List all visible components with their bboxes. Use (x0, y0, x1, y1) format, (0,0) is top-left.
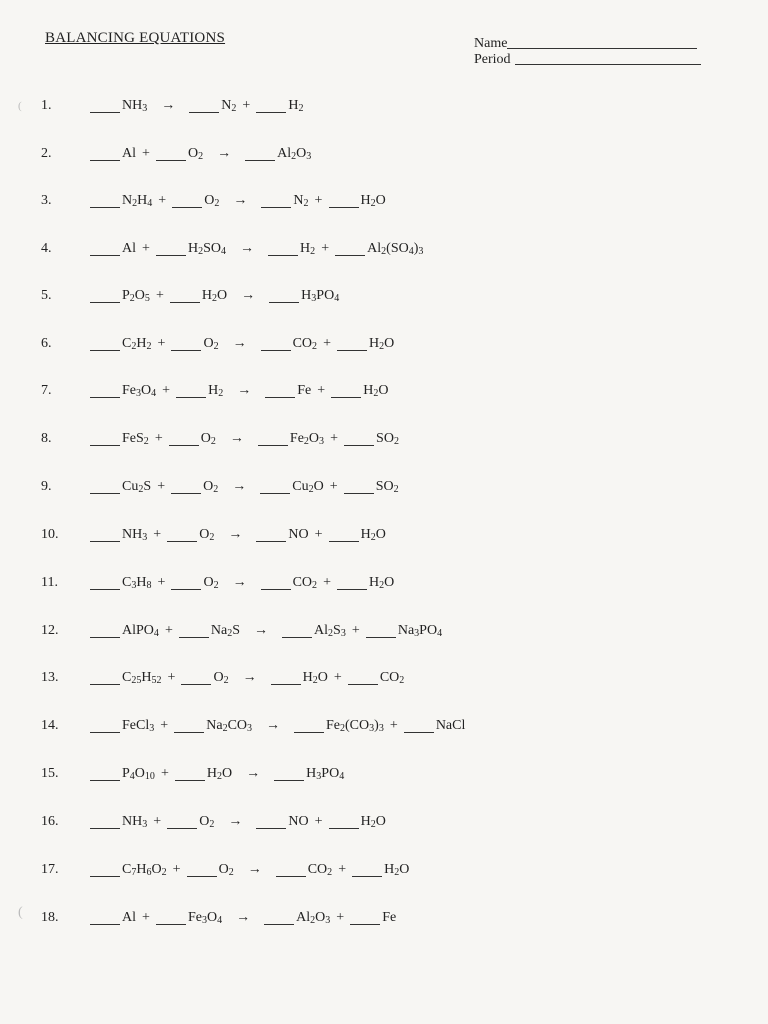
reactant-formula: $Na_2S$ (210, 623, 241, 639)
equation-number: 12. (41, 623, 59, 638)
product-formula: $H_2O$ (369, 575, 395, 591)
coefficient-blank[interactable] (329, 816, 359, 829)
coefficient-blank[interactable] (172, 195, 202, 208)
reaction-arrow: → (161, 98, 176, 113)
coefficient-blank[interactable] (90, 816, 120, 829)
coefficient-blank[interactable] (256, 816, 286, 829)
product-formula: $Fe_2(CO_3)_3$ (326, 718, 384, 734)
product-formula: $H_2O$ (302, 670, 328, 686)
coefficient-blank[interactable] (90, 529, 120, 542)
equation-number: 16. (41, 814, 59, 829)
coefficient-blank[interactable] (282, 625, 312, 638)
coefficient-blank[interactable] (156, 912, 186, 925)
coefficient-blank[interactable] (90, 148, 120, 161)
product-formula: $CO_2$ (379, 670, 405, 686)
coefficient-blank[interactable] (337, 577, 367, 590)
reaction-arrow: → (232, 479, 247, 494)
reactant-formula: $O_2$ (213, 670, 229, 686)
coefficient-blank[interactable] (258, 433, 288, 446)
coefficient-blank[interactable] (269, 290, 299, 303)
reactant-formula: $O_2$ (188, 146, 204, 162)
coefficient-blank[interactable] (90, 577, 120, 590)
name-row (474, 36, 701, 52)
equation-terms (90, 193, 386, 209)
product-formula: $SO_2$ (376, 431, 399, 447)
coefficient-blank[interactable] (329, 529, 359, 542)
plus-sign: + (162, 383, 171, 398)
equation-terms (90, 431, 399, 447)
equation-number: 6. (41, 336, 52, 351)
reactant-formula: $O_2$ (199, 527, 215, 543)
reactant-formula: $P_4O_{10}$ (122, 766, 155, 782)
coefficient-blank[interactable] (171, 481, 201, 494)
reaction-arrow: → (228, 527, 243, 542)
equation-number: 3. (41, 193, 52, 208)
equation-number: 13. (41, 670, 59, 685)
plus-sign: + (154, 431, 163, 446)
coefficient-blank[interactable] (261, 577, 291, 590)
period-label: Period (474, 52, 511, 67)
reactant-formula: $O_2$ (203, 336, 219, 352)
plus-sign: + (314, 527, 323, 542)
coefficient-blank[interactable] (175, 768, 205, 781)
coefficient-blank[interactable] (167, 529, 197, 542)
plus-sign: + (142, 146, 150, 161)
coefficient-blank[interactable] (331, 385, 361, 398)
reaction-arrow: → (241, 288, 256, 303)
coefficient-blank[interactable] (261, 195, 291, 208)
plus-sign: + (160, 718, 169, 733)
coefficient-blank[interactable] (344, 433, 374, 446)
reaction-arrow: → (237, 383, 252, 398)
coefficient-blank[interactable] (352, 864, 382, 877)
worksheet-title: BALANCING EQUATIONS (45, 30, 226, 46)
reactant-formula: $O_2$ (204, 193, 220, 209)
coefficient-blank[interactable] (256, 100, 286, 113)
equation-number: 8. (41, 431, 52, 446)
reactant-formula: FeCl$_3$ (122, 718, 155, 734)
product-formula: $Na_3PO_4$ (397, 623, 443, 639)
coefficient-blank[interactable] (366, 625, 396, 638)
reactant-formula: Al (122, 241, 136, 256)
coefficient-blank[interactable] (276, 864, 306, 877)
equation-number: 4. (41, 241, 52, 256)
plus-sign: + (242, 98, 251, 113)
equation-number: 14. (41, 718, 59, 733)
coefficient-blank[interactable] (335, 243, 365, 256)
plus-sign: + (142, 241, 150, 256)
equation-terms (90, 814, 386, 830)
reaction-arrow: → (266, 718, 281, 733)
coefficient-blank[interactable] (329, 195, 359, 208)
coefficient-blank[interactable] (90, 481, 120, 494)
equation-terms (90, 862, 409, 878)
product-formula: $Al_2O_3$ (296, 910, 331, 926)
reaction-arrow: → (254, 623, 269, 638)
plus-sign: + (330, 431, 338, 446)
coefficient-blank[interactable] (350, 912, 380, 925)
equation-terms (90, 98, 303, 114)
coefficient-blank[interactable] (265, 385, 295, 398)
product-formula: $H_2O$ (363, 383, 389, 399)
plus-sign: + (142, 910, 150, 925)
product-formula: $Al_2S_3$ (314, 623, 346, 639)
plus-sign: + (160, 766, 169, 781)
coefficient-blank[interactable] (169, 433, 199, 446)
reactant-formula: $O_2$ (203, 575, 219, 591)
equation-number: 2. (41, 146, 52, 161)
reactant-formula: $Na_2CO_3$ (206, 718, 253, 734)
reactant-formula: AlPO$_4$ (122, 623, 159, 639)
reactant-formula: $NH_3$ (122, 527, 148, 543)
margin-mark: ( (18, 100, 22, 112)
plus-sign: + (338, 862, 347, 877)
product-formula: $H_2O$ (369, 336, 395, 352)
product-formula: $H_3PO_4$ (301, 288, 340, 304)
coefficient-blank[interactable] (344, 481, 374, 494)
product-formula: $Fe_2O_3$ (289, 431, 325, 447)
reactant-formula: $Cu_2S$ (122, 479, 152, 495)
equation-terms (90, 670, 404, 686)
coefficient-blank[interactable] (189, 100, 219, 113)
margin-mark: ( (18, 905, 23, 920)
coefficient-blank[interactable] (90, 768, 120, 781)
name-field[interactable] (507, 48, 697, 49)
product-formula: $H_2$ (288, 98, 304, 114)
reaction-arrow: → (217, 146, 232, 161)
coefficient-blank[interactable] (90, 338, 120, 351)
product-formula: $Al_2(SO_4)_3$ (367, 241, 424, 257)
reactant-formula: Al (122, 910, 136, 925)
reactant-formula: $NH_3$ (122, 98, 148, 114)
equation-number: 15. (41, 766, 59, 781)
reactant-formula: $H_2$ (208, 383, 224, 399)
equation-terms (90, 718, 465, 734)
plus-sign: + (155, 288, 164, 303)
product-formula: $N_2$ (221, 98, 237, 114)
product-formula: NO (288, 527, 309, 542)
plus-sign: + (314, 814, 323, 829)
equation-terms (90, 527, 386, 543)
reactant-formula: $H_2O$ (201, 288, 228, 304)
product-formula: $CO_2$ (307, 862, 333, 878)
reaction-arrow: → (233, 193, 248, 208)
product-formula: $N_2$ (293, 193, 309, 209)
reaction-arrow: → (247, 862, 262, 877)
reaction-arrow: → (242, 670, 257, 685)
equation-number: 10. (41, 527, 59, 542)
coefficient-blank[interactable] (90, 195, 120, 208)
coefficient-blank[interactable] (294, 720, 324, 733)
coefficient-blank[interactable] (170, 290, 200, 303)
equation-terms (90, 479, 399, 495)
coefficient-blank[interactable] (171, 338, 201, 351)
coefficient-blank[interactable] (174, 720, 204, 733)
equation-number: 5. (41, 288, 52, 303)
equation-terms (90, 910, 396, 926)
reaction-arrow: → (228, 814, 243, 829)
reactant-formula: $O_2$ (200, 431, 216, 447)
reactant-formula: FeS$_2$ (122, 431, 149, 447)
reaction-arrow: → (232, 575, 247, 590)
equation-terms (90, 288, 339, 304)
product-formula: $H_2O$ (360, 193, 386, 209)
plus-sign: + (323, 575, 331, 590)
coefficient-blank[interactable] (90, 864, 120, 877)
reactant-formula: $P_2O_5$ (122, 288, 150, 304)
name-label: Name (474, 36, 508, 51)
product-formula: $H_2O$ (360, 527, 386, 543)
product-formula: $H_2O$ (384, 862, 410, 878)
reaction-arrow: → (232, 336, 247, 351)
reaction-arrow: → (240, 241, 255, 256)
equation-number: 17. (41, 862, 59, 877)
plus-sign: + (323, 336, 331, 351)
reactant-formula: $C_3H_8$ (122, 575, 152, 591)
coefficient-blank[interactable] (271, 672, 301, 685)
coefficient-blank[interactable] (176, 385, 206, 398)
coefficient-blank[interactable] (156, 148, 186, 161)
product-formula: $H_3PO_4$ (306, 766, 345, 782)
reactant-formula: $N_2H_4$ (122, 193, 153, 209)
plus-sign: + (336, 910, 345, 925)
coefficient-blank[interactable] (274, 768, 304, 781)
plus-sign: + (321, 241, 330, 256)
equation-terms (90, 146, 311, 162)
product-formula: NO (288, 814, 309, 829)
coefficient-blank[interactable] (404, 720, 434, 733)
coefficient-blank[interactable] (90, 385, 120, 398)
reactant-formula: $C_2H_2$ (122, 336, 152, 352)
coefficient-blank[interactable] (156, 243, 186, 256)
period-row (474, 52, 701, 68)
plus-sign: + (164, 623, 173, 638)
coefficient-blank[interactable] (90, 243, 120, 256)
plus-sign: + (153, 814, 162, 829)
equation-terms (90, 383, 389, 399)
reactant-formula: $O_2$ (203, 479, 219, 495)
product-formula: NaCl (435, 718, 466, 733)
coefficient-blank[interactable] (90, 433, 120, 446)
coefficient-blank[interactable] (90, 912, 120, 925)
reactant-formula: $NH_3$ (122, 814, 148, 830)
equation-terms (90, 623, 442, 639)
equation-number: 18. (41, 910, 59, 925)
coefficient-blank[interactable] (90, 720, 120, 733)
equation-number: 7. (41, 383, 52, 398)
plus-sign: + (167, 670, 176, 685)
plus-sign: + (389, 718, 398, 733)
coefficient-blank[interactable] (167, 816, 197, 829)
reaction-arrow: → (236, 910, 251, 925)
period-field[interactable] (515, 64, 701, 65)
product-formula: $Cu_2O$ (292, 479, 324, 495)
coefficient-blank[interactable] (245, 148, 275, 161)
reactant-formula: $O_2$ (199, 814, 215, 830)
equation-terms (90, 241, 423, 257)
reactant-formula: $Fe_3O_4$ (122, 383, 157, 399)
plus-sign: + (314, 193, 323, 208)
coefficient-blank[interactable] (90, 625, 120, 638)
coefficient-blank[interactable] (256, 529, 286, 542)
plus-sign: + (157, 575, 166, 590)
coefficient-blank[interactable] (268, 243, 298, 256)
product-formula: $CO_2$ (292, 575, 318, 591)
coefficient-blank[interactable] (171, 577, 201, 590)
coefficient-blank[interactable] (261, 338, 291, 351)
coefficient-blank[interactable] (264, 912, 294, 925)
plus-sign: + (333, 670, 342, 685)
coefficient-blank[interactable] (181, 672, 211, 685)
equation-number: 11. (41, 575, 58, 590)
coefficient-blank[interactable] (337, 338, 367, 351)
coefficient-blank[interactable] (90, 672, 120, 685)
coefficient-blank[interactable] (179, 625, 209, 638)
product-formula: $CO_2$ (292, 336, 318, 352)
plus-sign: + (157, 336, 166, 351)
plus-sign: + (329, 479, 338, 494)
equation-terms (90, 766, 344, 782)
coefficient-blank[interactable] (90, 290, 120, 303)
equation-number: 1. (41, 98, 52, 113)
equation-number: 9. (41, 479, 52, 494)
student-info (474, 36, 701, 68)
coefficient-blank[interactable] (90, 100, 120, 113)
product-formula: $H_2O$ (360, 814, 386, 830)
reactant-formula: $H_2SO_4$ (188, 241, 227, 257)
plus-sign: + (172, 862, 181, 877)
equation-terms (90, 336, 394, 352)
plus-sign: + (157, 479, 166, 494)
plus-sign: + (153, 527, 162, 542)
product-formula: Fe (382, 910, 397, 925)
reactant-formula: $C_7H_6O_2$ (122, 862, 167, 878)
reactant-formula: $H_2O$ (206, 766, 233, 782)
reactant-formula: $O_2$ (218, 862, 234, 878)
coefficient-blank[interactable] (348, 672, 378, 685)
plus-sign: + (317, 383, 326, 398)
coefficient-blank[interactable] (260, 481, 290, 494)
reactant-formula: $Fe_3O_4$ (188, 910, 223, 926)
product-formula: $SO_2$ (375, 479, 399, 495)
coefficient-blank[interactable] (187, 864, 217, 877)
product-formula: $Al_2O_3$ (277, 146, 312, 162)
equation-terms (90, 575, 394, 591)
reaction-arrow: → (229, 431, 244, 446)
reaction-arrow: → (246, 766, 261, 781)
plus-sign: + (158, 193, 167, 208)
product-formula: Fe (297, 383, 312, 398)
reactant-formula: $C_{25}H_{52}$ (122, 670, 162, 686)
reactant-formula: Al (122, 146, 136, 161)
product-formula: $H_2$ (300, 241, 316, 257)
plus-sign: + (351, 623, 360, 638)
